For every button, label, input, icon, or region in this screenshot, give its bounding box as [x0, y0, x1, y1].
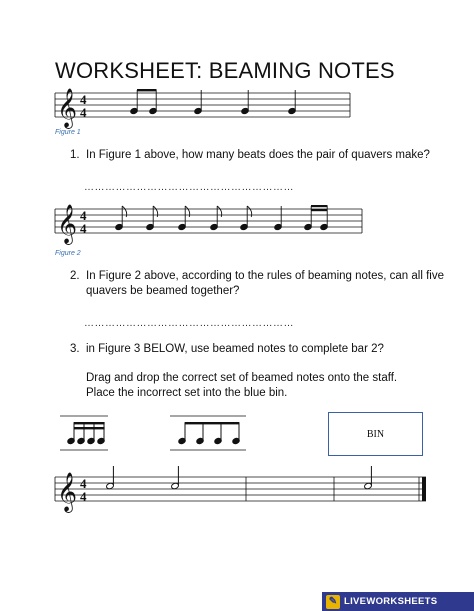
instructions	[86, 371, 397, 401]
treble-clef-icon: 𝄞	[57, 472, 78, 512]
question-2-text-line2: quavers be beamed together?	[86, 285, 240, 297]
question-2	[70, 269, 444, 299]
figure-2-caption: Figure 2	[55, 250, 81, 257]
figure-1-staff	[0, 85, 474, 145]
time-signature-top: 4	[80, 92, 87, 107]
draggable-quaver-set[interactable]	[168, 410, 258, 460]
minim-notes	[106, 466, 373, 490]
time-signature-top: 4	[80, 476, 87, 491]
question-1-number: 1.	[70, 149, 80, 161]
footer-brand: LIVEWORKSHEETS	[344, 596, 438, 607]
crotchet-note	[274, 206, 282, 231]
figure-3-staff[interactable]	[0, 469, 474, 529]
time-signature-bottom: 4	[80, 105, 87, 120]
time-signature-bottom: 4	[80, 489, 87, 504]
question-3-text: in Figure 3 BELOW, use beamed notes to complete bar 2?	[86, 343, 384, 355]
question-2-text-line1: In Figure 2 above, according to the rules of beaming notes, can all five	[86, 270, 444, 282]
time-signature-bottom: 4	[80, 221, 87, 236]
question-1-text: In Figure 1 above, how many beats does the pair of quavers make?	[86, 149, 430, 161]
page-title: WORKSHEET: BEAMING NOTES	[55, 58, 395, 83]
figure-1-caption: Figure 1	[55, 129, 81, 136]
drop-bin[interactable]	[328, 412, 423, 456]
liveworksheets-logo-icon: ✎	[326, 595, 340, 609]
instruction-line-2: Place the incorrect set into the blue bin.	[86, 387, 288, 399]
answer-line-1[interactable]: ……………………………………………………	[84, 182, 294, 193]
question-3-number: 3.	[70, 343, 80, 355]
question-2-number: 2.	[70, 270, 80, 282]
answer-line-2[interactable]: ……………………………………………………	[84, 318, 294, 329]
question-1	[70, 148, 430, 163]
draggable-semiquaver-set[interactable]	[58, 410, 118, 460]
instruction-line-1: Drag and drop the correct set of beamed notes onto the staff.	[86, 372, 398, 384]
question-3	[70, 342, 384, 357]
footer-brand-bar	[322, 592, 474, 611]
treble-clef-icon: 𝄞	[57, 88, 78, 128]
time-signature-top: 4	[80, 208, 87, 223]
bin-label: BIN	[366, 428, 385, 440]
treble-clef-icon: 𝄞	[57, 204, 78, 244]
